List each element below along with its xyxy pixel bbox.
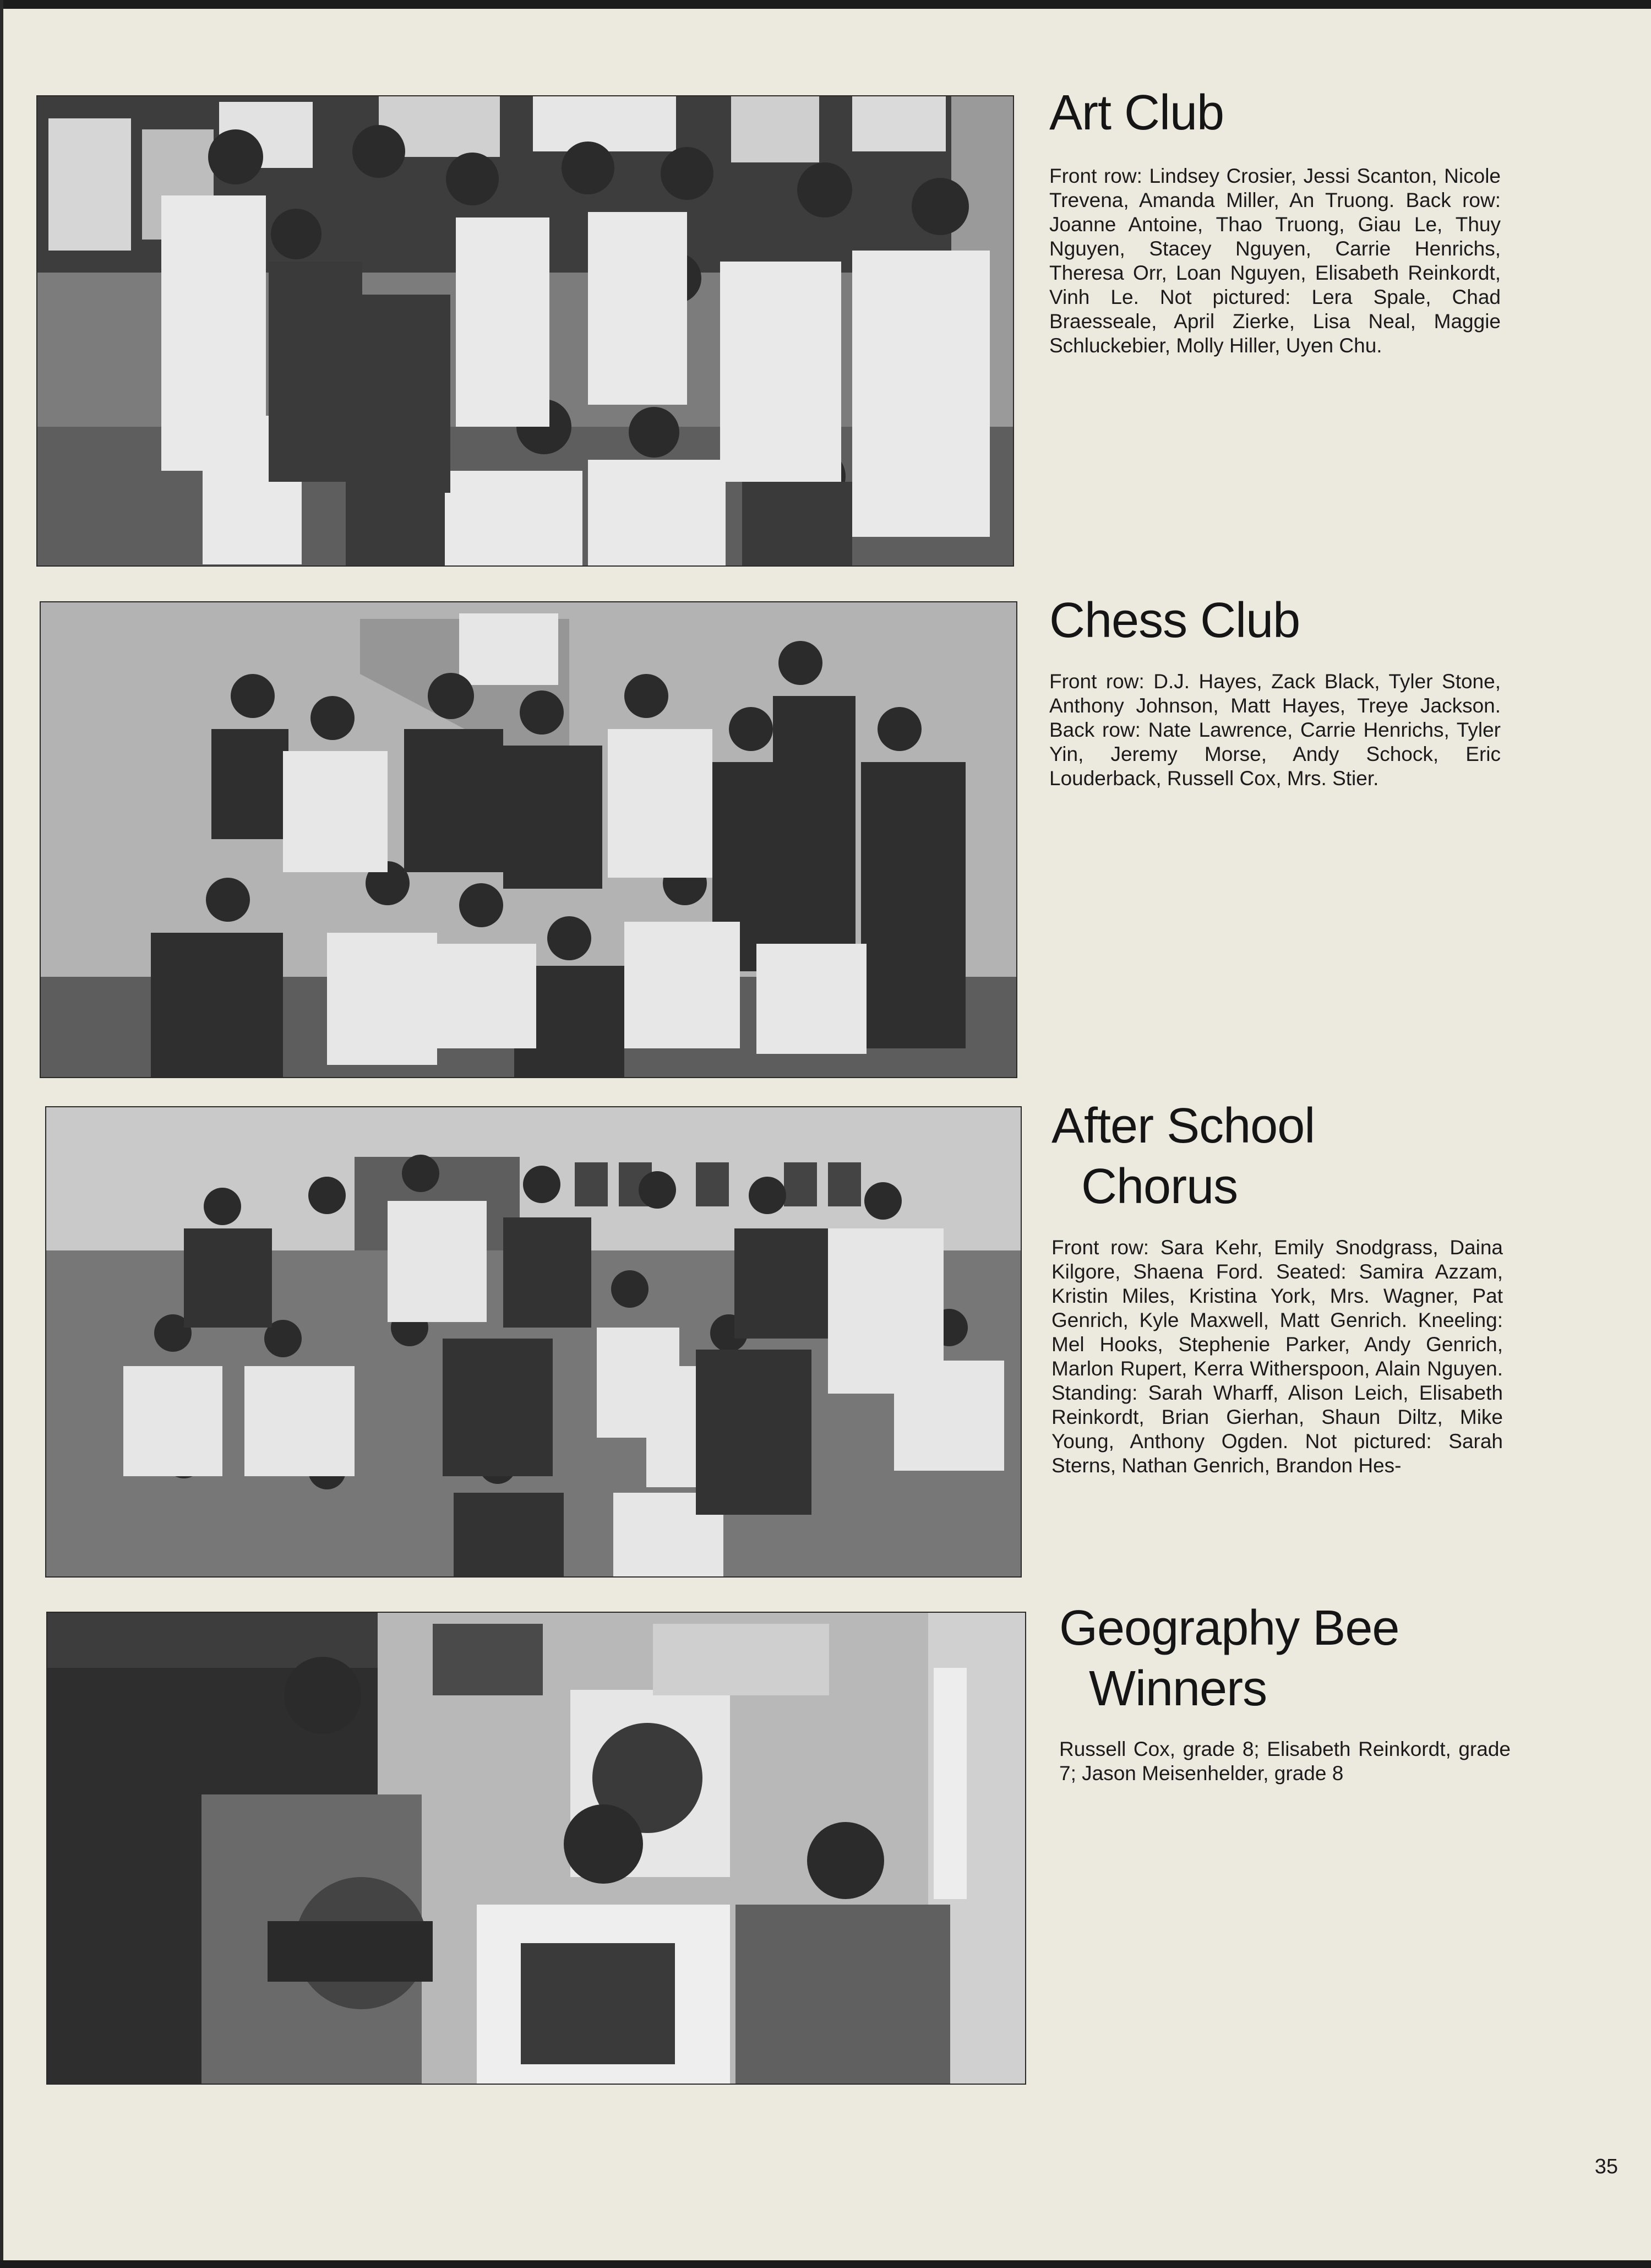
section-caption-chess-club: Front row: D.J. Hayes, Zack Black, Tyler Stone, Anthony Johnson, Matt Hayes, Treye Jackson. Back row: Nate Lawrence, Carrie Henrichs, Tyler Yin, Jeremy Morse, Andy Schock, Eric Louderback, Russell Cox, Mrs. Stier. xyxy=(1049,670,1501,790)
section-caption-after-school-chorus: Front row: Sara Kehr, Emily Snodgrass, Daina Kilgore, Shaena Ford. Seated: Samira Azzam, Kristin Miles, Kristina York, Mrs. Wagner, Pat Genrich, Kyle Maxwell, Matt Genrich. Kneeling: Mel Hooks, Stephenie Parker, Andy Genrich, Marlon Rupert, Kerra Witherspoon, Alain Nguyen. Standing: Sarah Wharff, Alison Leich, Elisabeth Reinkordt, Brian Gierhan, Shaun Diltz, Mike Young, Anthony Ogden. Not pictured: Sarah Sterns, Nathan Genrich, Brandon Hes- xyxy=(1051,1236,1503,1477)
chess-club-photo xyxy=(41,602,1016,1077)
page-edge xyxy=(0,0,3,2268)
section-title-line: Chorus xyxy=(1081,1159,1238,1214)
section-title-art-club xyxy=(1049,83,1224,143)
section-caption-art-club: Front row: Lindsey Crosier, Jessi Scanton, Nicole Trevena, Amanda Miller, An Truong. Back row: Joanne Antoine, Thao Truong, Giau Le, Thuy Nguyen, Stacey Nguyen, Carrie Henrichs, Theresa Orr, Loan Nguyen, Elisabeth Reinkordt, Vinh Le. Not pictured: Lera Spale, Chad Braesseale, April Zierke, Lisa Neal, Maggie Schluckebier, Molly Hiller, Uyen Chu. xyxy=(1049,165,1501,357)
section-title-line: Art Club xyxy=(1049,85,1224,140)
section-title-line: After School xyxy=(1051,1098,1315,1154)
geography-bee-winners-photo xyxy=(47,1613,1025,2084)
section-title-line: Geography Bee xyxy=(1059,1601,1399,1656)
after-school-chorus-photo xyxy=(46,1107,1021,1576)
section-title-geography-bee-winners xyxy=(1059,1598,1399,1719)
section-title-after-school-chorus xyxy=(1051,1096,1315,1217)
section-caption-geography-bee-winners: Russell Cox, grade 8; Elisabeth Reinkordt, grade 7; Jason Meisenhelder, grade 8 xyxy=(1059,1738,1511,1785)
art-club-photo xyxy=(37,96,1013,565)
page-number: 35 xyxy=(1594,2155,1618,2178)
section-title-chess-club xyxy=(1049,590,1300,651)
section-title-line: Winners xyxy=(1089,1661,1267,1716)
page-edge xyxy=(0,2260,1651,2268)
page-edge xyxy=(0,0,1651,9)
section-title-line: Chess Club xyxy=(1049,593,1300,648)
